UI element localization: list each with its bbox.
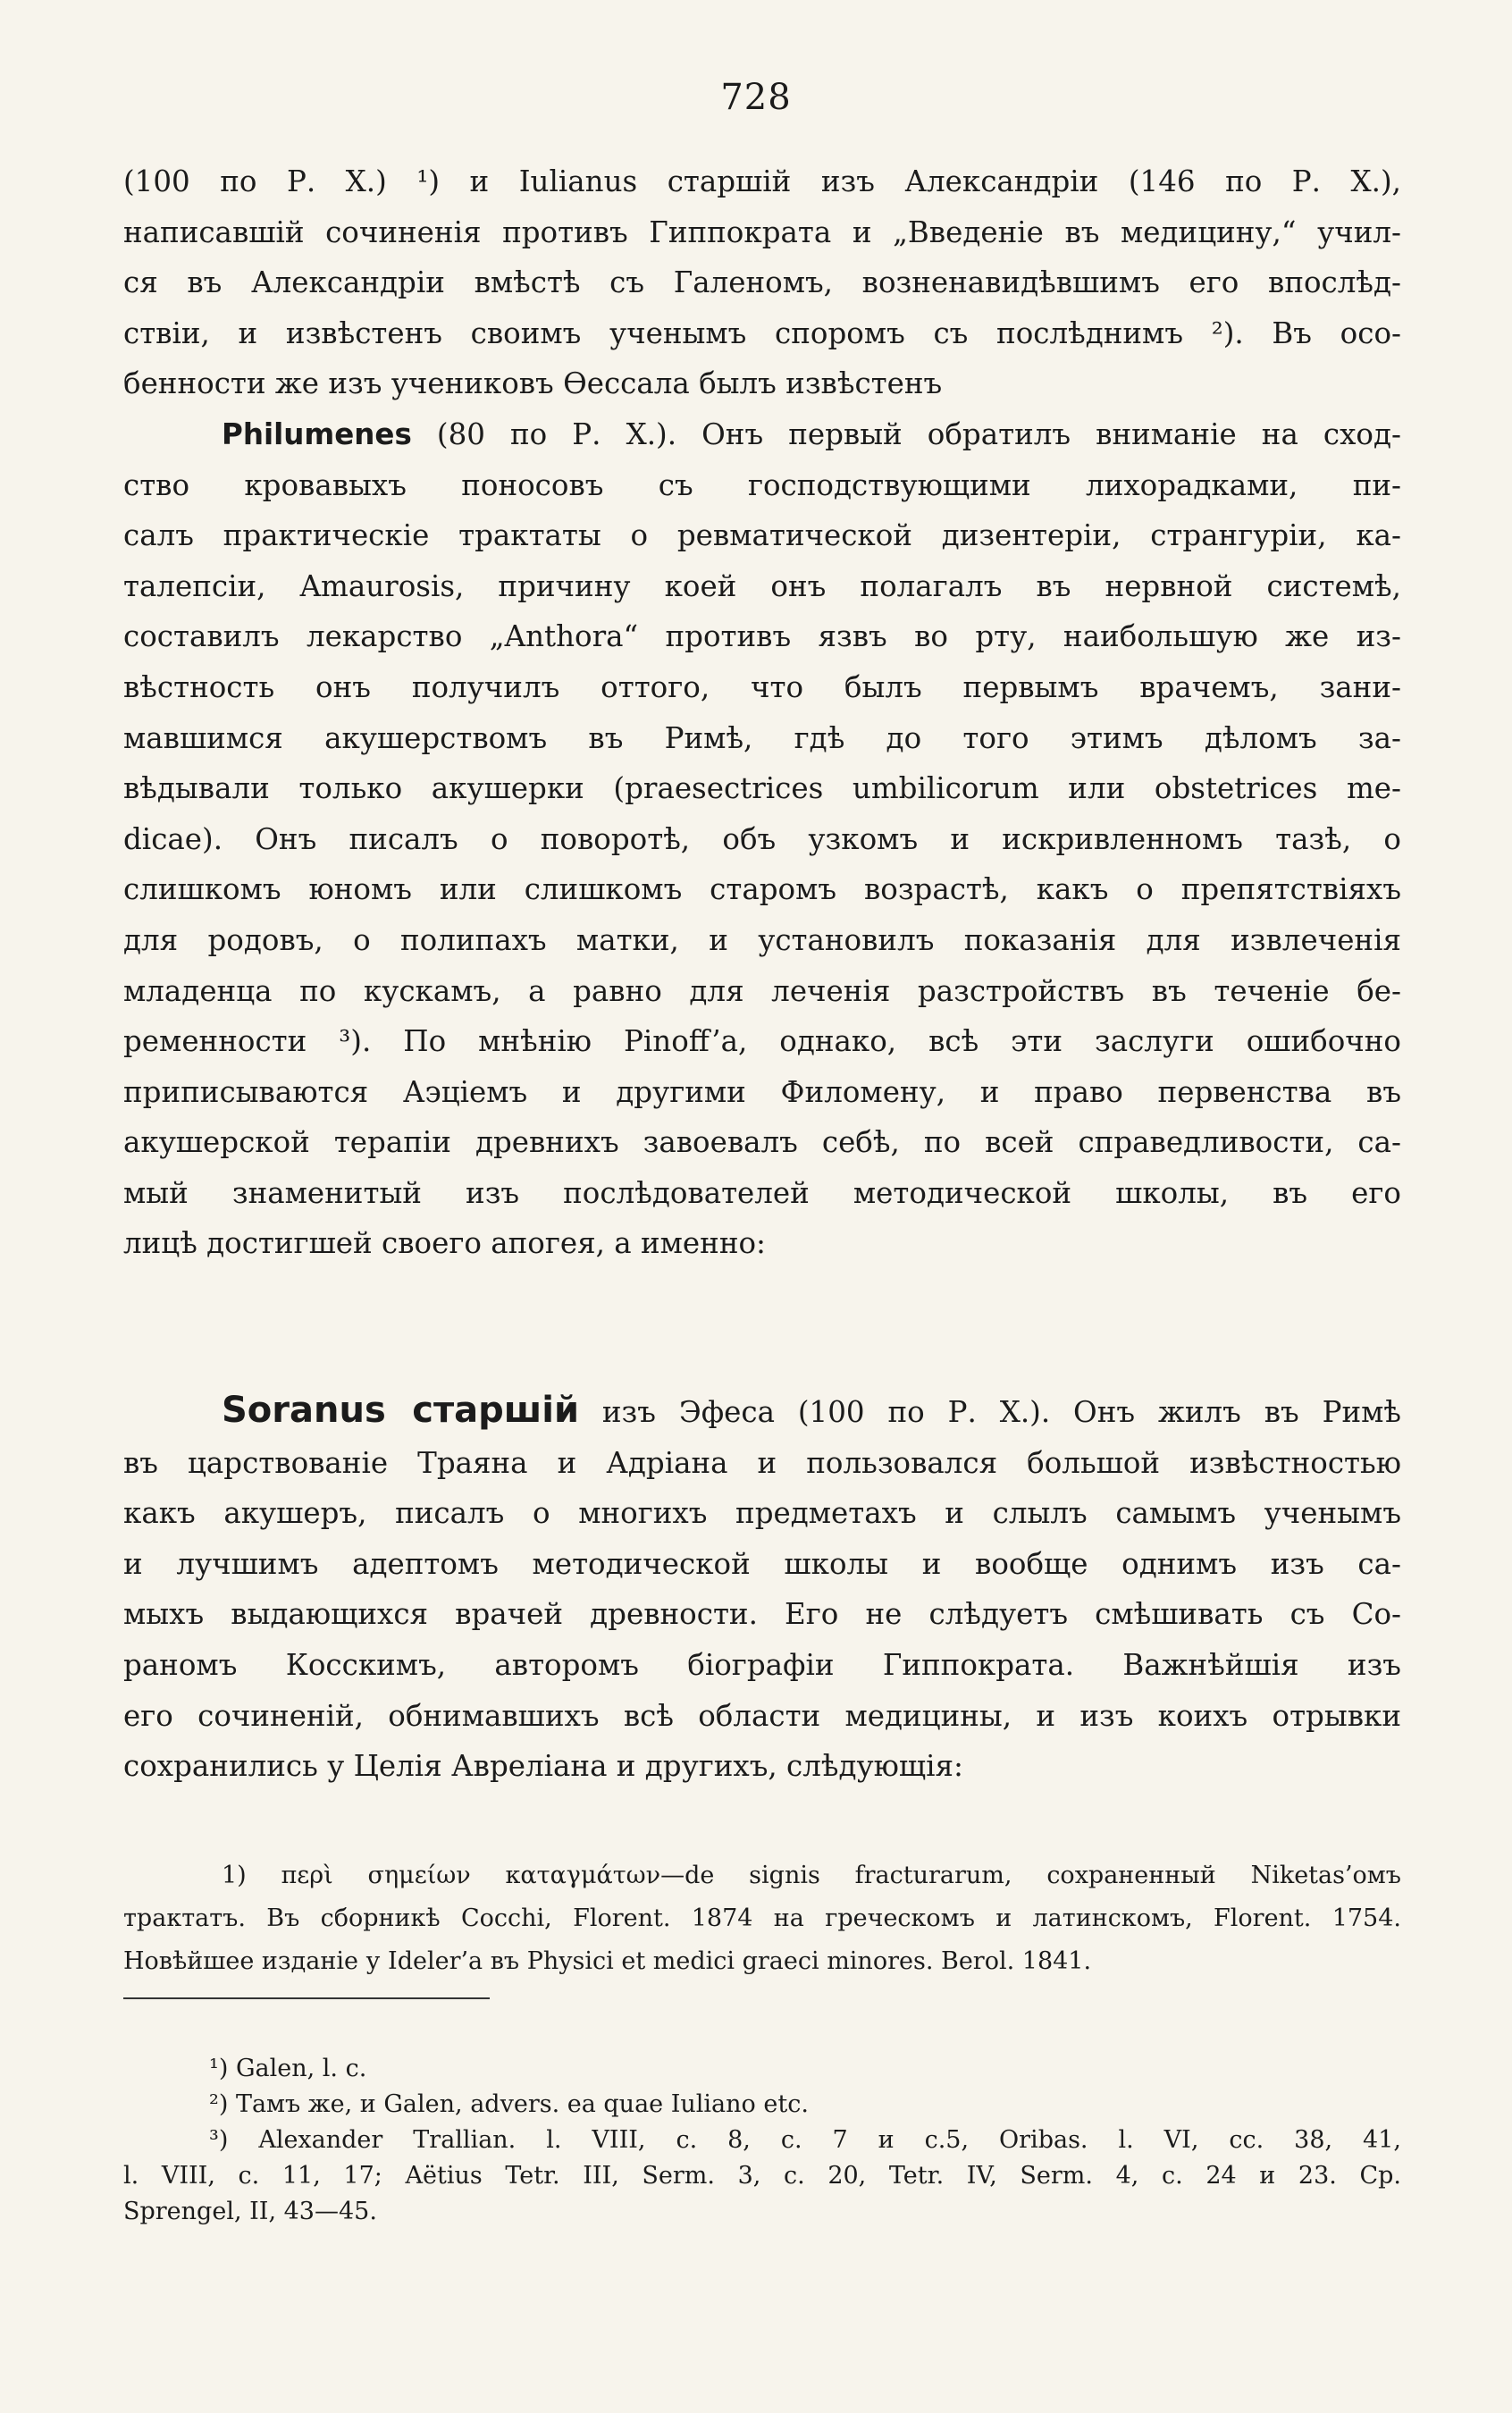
text-line: dicae). Онъ писалъ о поворотѣ, объ узкомъ и искривленномъ тазѣ, о — [123, 821, 1401, 856]
text-line: и лучшимъ адептомъ методической школы и вообще однимъ изъ са- — [123, 1546, 1401, 1581]
entry-heading-soranus: Soranus старшій — [222, 1390, 579, 1431]
text-line: составилъ лекарство „Anthora“ противъ язвъ во рту, наибольшую же из- — [123, 619, 1401, 654]
text-fragment: (80 по Р. X.). Онъ первый обратилъ вниманіе на сход- — [411, 416, 1401, 451]
text-line: его сочиненій, обнимавшихъ всѣ области медицины, и изъ коихъ отрывки — [123, 1698, 1401, 1733]
text-line: мавшимся акушерствомъ въ Римѣ, гдѣ до того этимъ дѣломъ за- — [123, 720, 1401, 755]
footnote-3-continued: l. VIII, c. 11, 17; Aëtius Tetr. III, Serm. 3, c. 20, Tetr. IV, Serm. 4, c. 24 и 23. Cp. — [123, 2162, 1401, 2190]
text-line: написавшій сочиненія противъ Гиппократа и „Введеніе въ медицину,“ учил- — [123, 214, 1401, 249]
text-line: ременности ³). По мнѣнію Pinoff’а, однако, всѣ эти заслуги ошибочно — [123, 1024, 1401, 1059]
text-line: ство кровавыхъ поносовъ съ господствующими лихорадками, пи- — [123, 467, 1401, 502]
footnote-3: ³) Alexander Trallian. l. VIII, c. 8, c. 7 и c.5, Oribas. l. VI, cc. 38, 41, — [209, 2126, 1401, 2154]
text-line: сохранились у Целія Авреліана и другихъ, слѣдующія: — [123, 1749, 963, 1784]
list-item-line: трактатъ. Въ сборникѣ Cocchi, Florent. 1874 на греческомъ и латинскомъ, Florent. 1754. — [123, 1904, 1401, 1932]
footnote-1: ¹) Galen, l. c. — [209, 2055, 367, 2082]
text-line: бенности же изъ учениковъ Ѳессала былъ извѣстенъ — [123, 366, 943, 401]
text-line: вѣдывали только акушерки (praesectrices umbilicorum или obstetrices me- — [123, 771, 1401, 806]
paragraph-soranus — [123, 1385, 1401, 1792]
text-line: мыхъ выдающихся врачей древности. Его не слѣдуетъ смѣшивать съ Со- — [123, 1597, 1401, 1632]
text-line: для родовъ, о полипахъ матки, и установилъ показанія для извлеченія — [123, 922, 1401, 957]
text-line: въ царствованіе Траяна и Адріана и пользовался большой извѣстностью — [123, 1445, 1401, 1480]
text-fragment: изъ Эфеса (100 по Р. X.). Онъ жилъ въ Римѣ — [579, 1395, 1401, 1429]
text-line: слишкомъ юномъ или слишкомъ старомъ возрастѣ, какъ о препятствіяхъ — [123, 872, 1401, 907]
footnotes — [123, 2051, 1401, 2230]
footnote-divider — [123, 1997, 490, 1999]
text-line: какъ акушеръ, писалъ о многихъ предметахъ и слылъ самымъ ученымъ — [123, 1496, 1401, 1531]
text-line: акушерской терапіи древнихъ завоевалъ себѣ, по всей справедливости, са- — [123, 1125, 1401, 1160]
text-line: талепсіи, Amaurosis, причину коей онъ полагалъ въ нервной системѣ, — [123, 568, 1401, 603]
footnote-3-continued: Sprengel, II, 43—45. — [123, 2198, 377, 2225]
text-line: младенца по кускамъ, а равно для леченія разстройствъ въ теченіе бе- — [123, 973, 1401, 1008]
text-line: ся въ Александріи вмѣстѣ съ Галеномъ, возненавидѣвшимъ его впослѣд- — [123, 265, 1401, 300]
philumenes-first-line — [123, 409, 1401, 460]
text-line: (100 по Р. X.) ¹) и Iulianus старшій изъ Александріи (146 по Р. X.), — [123, 164, 1401, 198]
paragraph-continuation — [123, 156, 1401, 1269]
text-line: мый знаменитый изъ послѣдователей методической школы, въ его — [123, 1175, 1401, 1210]
text-line: ствіи, и извѣстенъ своимъ ученымъ споромъ съ послѣднимъ ²). Въ осо- — [123, 315, 1401, 350]
footnote-2: ²) Тамъ же, и Galen, advers. ea quae Iuliano etc. — [209, 2090, 809, 2118]
page-number: 728 — [720, 77, 792, 118]
text-line: раномъ Косскимъ, авторомъ біографіи Гиппократа. Важнѣйшія изъ — [123, 1647, 1401, 1682]
entry-heading-philumenes: Philumenes — [222, 416, 412, 451]
list-item-line: 1) περὶ σημείων καταγμάτων—de signis fracturarum, сохраненный Niketas’омъ — [222, 1862, 1401, 1889]
text-line: салъ практическіе трактаты о ревматической дизентеріи, странгуріи, ка- — [123, 518, 1401, 553]
soranus-first-line — [123, 1385, 1401, 1438]
text-line: вѣстность онъ получилъ оттого, что былъ первымъ врачемъ, зани- — [123, 669, 1401, 704]
text-line: лицѣ достигшей своего апогея, а именно: — [123, 1226, 766, 1261]
text-line: приписываются Аэціемъ и другими Филомену, и право первенства въ — [123, 1074, 1401, 1109]
list-item-line: Новѣйшее изданіе у Ideler’а въ Physici et medici graeci minores. Berol. 1841. — [123, 1947, 1092, 1975]
numbered-list-item — [123, 1854, 1401, 1983]
